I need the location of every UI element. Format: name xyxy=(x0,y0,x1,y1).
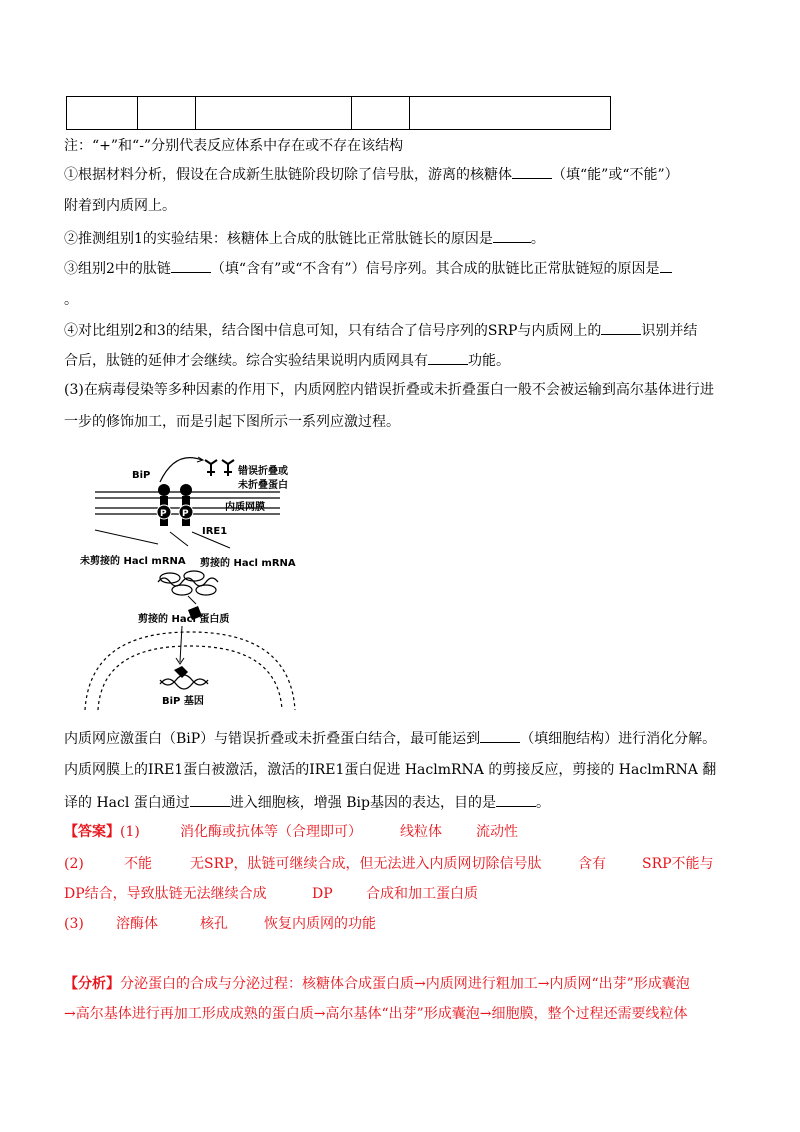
question-3-text-1: 内质网应激蛋白（BiP）与错误折叠或未折叠蛋白结合，最可能运到 （填细胞结构）进行消化分解。 xyxy=(64,728,716,749)
question-2-1-cont: 附着到内质网上。 xyxy=(64,198,176,214)
result-table xyxy=(66,96,611,130)
mrna-squiggle xyxy=(158,571,218,595)
spliced-mrna-label: 剪接的 Hacl mRNA xyxy=(200,558,296,569)
question-3-text-3: 译的 Hacl 蛋白通过 进入细胞核，增强 Bip基因的表达，目的是 。 xyxy=(64,792,550,813)
table-row xyxy=(67,97,611,130)
table-cell xyxy=(196,97,352,130)
answer-blank xyxy=(660,258,672,273)
answer-blank xyxy=(190,792,230,807)
analysis-line-1: 【分析】分泌蛋白的合成与分泌过程：核糖体合成蛋白质→内质网进行粗加工→内质网“出芽”形成囊泡 xyxy=(64,976,690,992)
question-2-4-cont: 合后，肽链的延伸才会继续。综合实验结果说明内质网具有 功能。 xyxy=(64,350,510,371)
analysis-tag: 【分析】 xyxy=(64,976,120,992)
table-cell xyxy=(352,97,410,130)
dna-helix-icon xyxy=(160,675,208,689)
table-cell xyxy=(410,97,611,130)
table-cell xyxy=(67,97,138,130)
hacl-protein-icon xyxy=(174,666,188,678)
answer-row-2: (2) 不能 无SRP，肽链可继续合成，但无法进入内质网切除信号肽 含有 SRP不能与 xyxy=(64,856,714,872)
er-membrane-label: 内质网膜 xyxy=(225,502,265,513)
question-3-text-2: 内质网膜上的IRE1蛋白被激活，激活的IRE1蛋白促进 HaclmRNA 的剪接反应，剪接的 HaclmRNA 翻 xyxy=(64,762,717,778)
answer-blank xyxy=(428,350,468,365)
answer-row-1: 【答案】(1) 消化酶或抗体等（合理即可） 线粒体 流动性 xyxy=(64,824,518,840)
question-2-3-cont: 。 xyxy=(64,292,78,308)
ire1-receptor xyxy=(179,484,193,526)
answer-blank xyxy=(496,792,536,807)
question-3: (3)在病毒侵染等多种因素的作用下，内质网腔内错误折叠或未折叠蛋白一般不会被运输到高尔基体进行进 xyxy=(64,382,714,398)
question-2-4: ④对比组别2和3的结果，结合图中信息可知，只有结合了信号序列的SRP与内质网上的 识别并结 xyxy=(64,320,697,341)
ire1-receptor xyxy=(157,484,171,526)
answer-blank xyxy=(480,728,520,743)
answer-tag: 【答案】 xyxy=(64,824,120,840)
table-note: 注：“+”和“-”分别代表反应体系中存在或不存在该结构 xyxy=(64,138,404,154)
svg-text:P: P xyxy=(182,509,189,519)
svg-text:P: P xyxy=(160,509,167,519)
analysis-line-2: →高尔基体进行再加工形成成熟的蛋白质→高尔基体“出芽”形成囊泡→细胞膜，整个过程还需要线粒体 xyxy=(64,1006,688,1022)
table-cell xyxy=(138,97,196,130)
misfolded-label-2: 未折叠蛋白 xyxy=(238,480,288,491)
spliced-protein-label: 剪接的 Hacl 蛋白质 xyxy=(138,614,230,625)
answer-row-2b: DP结合，导致肽链无法继续合成 DP 合成和加工蛋白质 xyxy=(64,886,478,902)
answer-row-3: (3) 溶酶体 核孔 恢复内质网的功能 xyxy=(64,916,376,932)
answer-blank xyxy=(601,320,641,335)
bip-label: BiP xyxy=(132,470,151,481)
answer-blank xyxy=(493,228,531,243)
bip-gene-label: BiP 基因 xyxy=(162,696,204,707)
answer-blank xyxy=(512,164,552,179)
answer-blank xyxy=(171,258,211,273)
question-2-1: ①根据材料分析，假设在合成新生肽链阶段切除了信号肽，游离的核糖体 （填“能”或“不能”） xyxy=(64,164,679,185)
er-stress-diagram xyxy=(80,452,310,712)
question-2-3: ③组别2中的肽链 （填“含有”或“不含有”）信号序列。其合成的肽链比正常肽链短的原因是 xyxy=(64,258,672,279)
misfolded-protein-icon xyxy=(205,460,234,476)
question-3-cont: 一步的修饰加工，而是引起下图所示一系列应激过程。 xyxy=(64,414,400,430)
misfolded-label-1: 错误折叠或 xyxy=(238,466,288,477)
unspliced-mrna-label: 未剪接的 Hacl mRNA xyxy=(80,556,186,567)
question-2-2: ②推测组别1的实验结果：核糖体上合成的肽链比正常肽链长的原因是 。 xyxy=(64,228,545,249)
arrow xyxy=(160,458,202,482)
ire1-label: IRE1 xyxy=(202,526,228,537)
